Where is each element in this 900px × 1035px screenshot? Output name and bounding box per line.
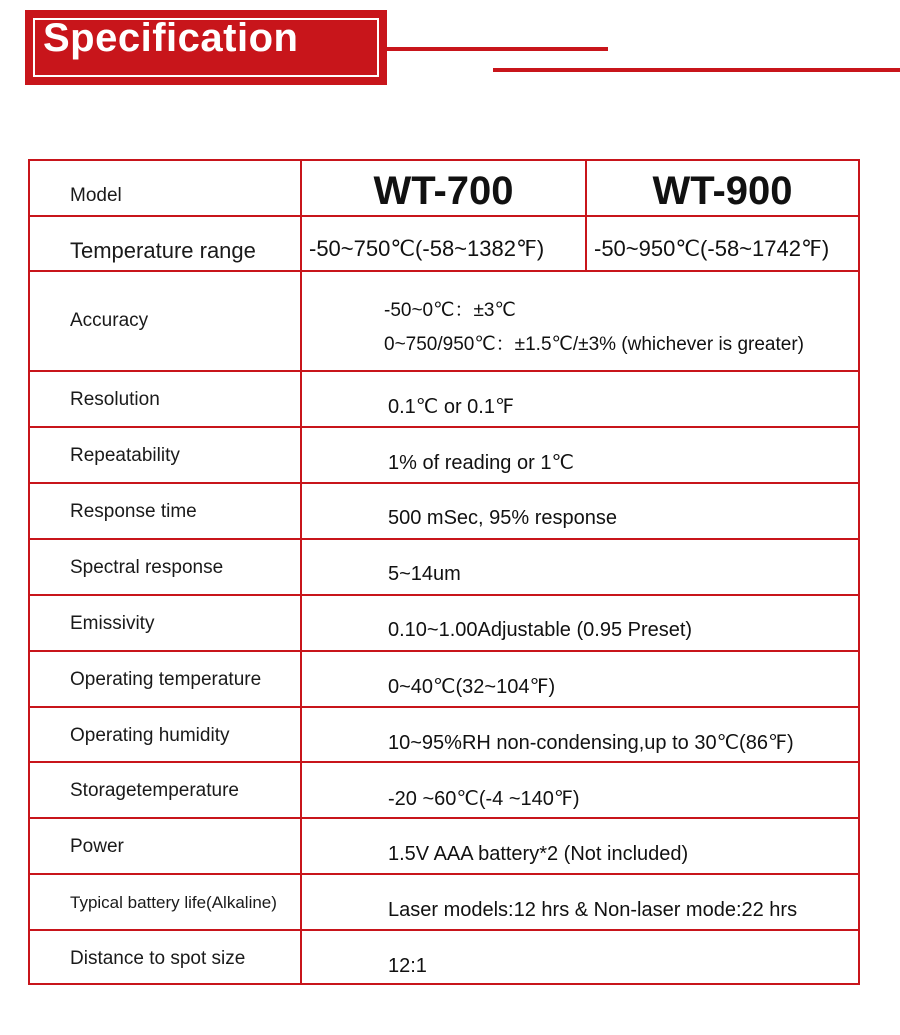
power-value: 1.5V AAA battery*2 (Not included)	[388, 842, 689, 865]
response-time-label: Response time	[70, 501, 197, 522]
distance-to-spot-label: Distance to spot size	[70, 948, 246, 969]
operating-humidity-label: Operating humidity	[70, 725, 230, 746]
accuracy-line-1: -50~0℃：±3℃	[384, 300, 516, 321]
emissivity-label: Emissivity	[70, 613, 155, 634]
spec-table	[28, 159, 860, 985]
resolution-label: Resolution	[70, 389, 160, 410]
storage-temperature-label: Storagetemperature	[70, 780, 239, 801]
accuracy-label: Accuracy	[70, 310, 149, 331]
temp-range-wt900: -50~950℃(-58~1742℉)	[594, 236, 830, 261]
column-divider	[300, 159, 302, 985]
operating-temperature-value: 0~40℃(32~104℉)	[388, 675, 556, 698]
distance-to-spot-value: 12:1	[388, 954, 427, 977]
spectral-response-value: 5~14um	[388, 562, 461, 585]
decor-line-upper	[387, 47, 608, 51]
operating-humidity-value: 10~95%RH non-condensing,up to 30℃(86℉)	[388, 731, 794, 754]
emissivity-value: 0.10~1.00Adjustable (0.95 Preset)	[388, 618, 693, 641]
storage-temperature-value: -20 ~60℃(-4 ~140℉)	[388, 787, 580, 810]
response-time-value: 500 mSec, 95% response	[388, 506, 618, 529]
spectral-response-label: Spectral response	[70, 557, 224, 578]
temp-range-wt700: -50~750℃(-58~1382℉)	[309, 236, 545, 261]
resolution-value: 0.1℃ or 0.1℉	[388, 395, 514, 418]
repeatability-value: 1% of reading or 1℃	[388, 451, 574, 474]
model-label: Model	[70, 185, 122, 206]
repeatability-label: Repeatability	[70, 445, 180, 466]
model-wt700: WT-700	[373, 168, 514, 213]
battery-life-label: Typical battery life(Alkaline)	[70, 893, 277, 912]
specification-banner	[25, 10, 387, 85]
page-title: Specification	[43, 16, 299, 60]
operating-temperature-label: Operating temperature	[70, 669, 262, 690]
model-wt900: WT-900	[652, 168, 793, 213]
accuracy-line-2: 0~750/950℃：±1.5℃/±3% (whichever is greater)	[384, 334, 804, 355]
temp-range-label: Temperature range	[70, 238, 256, 263]
power-label: Power	[70, 836, 124, 857]
decor-line-lower	[493, 68, 900, 72]
battery-life-value: Laser models:12 hrs & Non-laser mode:22 hrs	[388, 898, 798, 921]
